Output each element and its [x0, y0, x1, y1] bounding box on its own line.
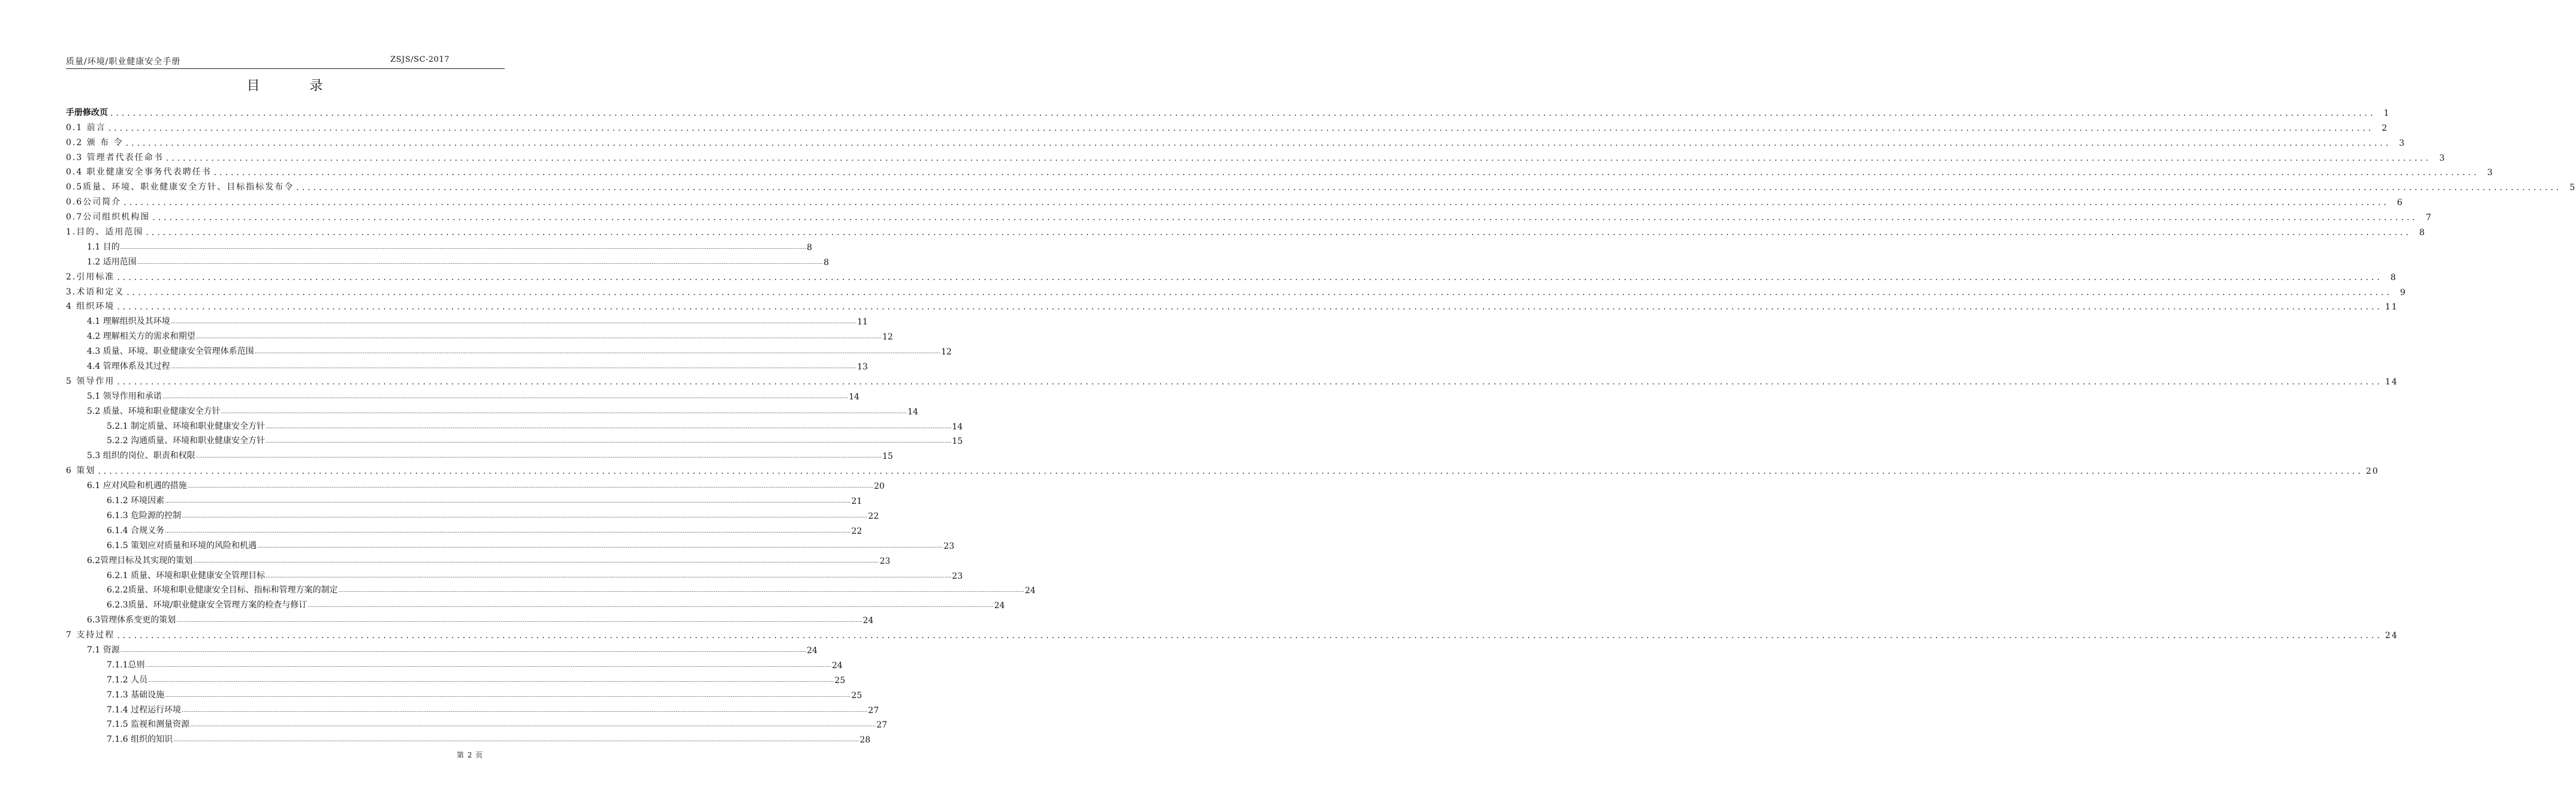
toc-leader-dots: ................................................................................................................................................................................................................................................................................................................................................................................................................	[152, 213, 2418, 223]
toc-entry[interactable]	[66, 476, 885, 492]
toc-entry-label: 7.1.4 过程运行环境	[107, 705, 182, 715]
toc-entry[interactable]	[66, 327, 893, 342]
toc-entry-label: 5.2.1 制定质量、环境和职业健康安全方针	[107, 421, 266, 431]
toc-entry-page: 20	[874, 482, 885, 492]
toc-entry[interactable]	[66, 730, 871, 745]
toc-leader-dots: ................................................................................................................................................................................................................................................................................................................................................................................................................	[125, 138, 2391, 148]
toc-entry-label: 手册修改页	[66, 107, 108, 118]
toc-entry-label: 6.2.1 质量、环境和职业健康安全管理目标	[107, 570, 266, 581]
toc-entry[interactable]	[66, 342, 952, 357]
toc-leader-dots: ................................................................................................................................................................................................................................................................................................................................................................................................................	[165, 498, 851, 505]
toc-leader-dots: ................................................................................................................................................................................................................................................................................................................................................................................................................	[266, 438, 952, 445]
toc-entry[interactable]	[66, 387, 859, 402]
toc-entry-page: 24	[994, 601, 1005, 611]
toc-entry-label: 0.2 颁 布 令	[66, 137, 123, 148]
toc-entry-page: 15	[882, 452, 893, 462]
toc-entry-page: 2	[2381, 123, 2388, 133]
toc-leader-dots: ................................................................................................................................................................................................................................................................................................................................................................................................................	[117, 272, 2383, 282]
toc-entry-page: 23	[943, 541, 955, 551]
toc-leader-dots: ................................................................................................................................................................................................................................................................................................................................................................................................................	[254, 349, 941, 356]
toc-entry-label: 4.2 理解相关方的需求和期望	[87, 332, 195, 342]
toc-leader-dots: ................................................................................................................................................................................................................................................................................................................................................................................................................	[187, 483, 874, 490]
toc-entry[interactable]	[66, 252, 829, 267]
toc-entry-label: 6.1 应对风险和机遇的措施	[87, 481, 187, 491]
toc-entry-label: 7.1 资源	[87, 645, 120, 655]
toc-entry[interactable]	[66, 536, 955, 551]
toc-entry-page: 8	[824, 257, 829, 267]
toc-entry-page: 12	[882, 332, 893, 342]
toc-leader-dots: ................................................................................................................................................................................................................................................................................................................................................................................................................	[126, 287, 2393, 297]
toc-entry-label: 0.6公司简介	[66, 197, 122, 207]
toc-entry[interactable]	[66, 207, 2433, 223]
toc-entry[interactable]	[66, 715, 888, 730]
toc-entry-page: 25	[834, 675, 846, 685]
toc-entry[interactable]	[66, 461, 2379, 477]
toc-entry-page: 27	[868, 705, 879, 715]
toc-entry-label: 0.7公司组织机构图	[66, 212, 150, 222]
toc-entry-label: 6 策划	[66, 466, 96, 476]
table-of-contents	[66, 103, 2576, 745]
toc-entry-page: 3	[2399, 138, 2406, 148]
toc-entry[interactable]	[66, 193, 2404, 208]
toc-leader-dots: ................................................................................................................................................................................................................................................................................................................................................................................................................	[123, 198, 2390, 208]
toc-entry[interactable]	[66, 133, 2406, 148]
toc-entry-page: 23	[879, 556, 891, 566]
toc-entry-label: 4.1 理解组织及其环境	[87, 317, 170, 327]
toc-entry[interactable]	[66, 655, 843, 670]
toc-leader-dots: ................................................................................................................................................................................................................................................................................................................................................................................................................	[176, 618, 862, 624]
toc-entry-page: 7	[2426, 213, 2433, 223]
toc-entry-page: 11	[2385, 302, 2399, 312]
toc-entry-page: 5	[2569, 183, 2576, 193]
toc-leader-dots: ................................................................................................................................................................................................................................................................................................................................................................................................................	[148, 677, 834, 684]
toc-leader-dots: ................................................................................................................................................................................................................................................................................................................................................................................................................	[182, 513, 868, 519]
toc-entry[interactable]	[66, 222, 2426, 238]
toc-entry-page: 14	[849, 392, 859, 402]
toc-entry[interactable]	[66, 372, 2399, 387]
toc-entry-page: 27	[876, 720, 888, 730]
toc-leader-dots: ................................................................................................................................................................................................................................................................................................................................................................................................................	[145, 662, 831, 669]
toc-entry[interactable]	[66, 118, 2388, 133]
toc-entry[interactable]	[66, 670, 846, 685]
toc-entry-page: 3	[2439, 153, 2446, 163]
toc-entry-page: 24	[807, 645, 818, 655]
toc-entry-page: 22	[851, 526, 862, 536]
toc-entry[interactable]	[66, 640, 818, 655]
toc-entry[interactable]	[66, 163, 2494, 178]
toc-entry-label: 7.1.6 组织的知识	[107, 735, 173, 745]
toc-entry-page: 8	[2390, 272, 2397, 282]
manual-title: 质量/环境/职业健康安全手册	[66, 57, 181, 67]
toc-entry-label: 0.5质量、环境、职业健康安全方针、目标指标发布令	[66, 182, 294, 193]
toc-entry-page: 20	[2366, 467, 2379, 477]
toc-leader-dots: ................................................................................................................................................................................................................................................................................................................................................................................................................	[162, 393, 849, 400]
toc-entry[interactable]	[66, 103, 2391, 118]
toc-entry[interactable]	[66, 596, 1005, 611]
toc-entry-page: 14	[952, 422, 963, 432]
toc-leader-dots: ................................................................................................................................................................................................................................................................................................................................................................................................................	[296, 183, 2562, 193]
toc-entry[interactable]	[66, 625, 2399, 641]
toc-leader-dots: ................................................................................................................................................................................................................................................................................................................................................................................................................	[190, 722, 876, 729]
toc-entry-label: 5.2.2 沟通质量、环境和职业健康安全方针	[107, 436, 266, 446]
toc-entry-page: 22	[868, 511, 879, 521]
toc-entry-page: 8	[807, 242, 812, 252]
toc-entry[interactable]	[66, 446, 893, 462]
toc-entry-page: 3	[2487, 168, 2494, 178]
toc-entry-page: 14	[2385, 377, 2399, 387]
toc-entry[interactable]	[66, 417, 963, 432]
toc-entry-label: 7.1.5 监视和测量资源	[107, 720, 190, 730]
toc-leader-dots: ................................................................................................................................................................................................................................................................................................................................................................................................................	[195, 334, 882, 341]
toc-leader-dots: ................................................................................................................................................................................................................................................................................................................................................................................................................	[257, 543, 943, 549]
toc-entry-label: 1.1 目的	[87, 242, 120, 252]
toc-leader-dots: ................................................................................................................................................................................................................................................................................................................................................................................................................	[221, 408, 907, 415]
toc-entry-page: 28	[859, 735, 871, 745]
toc-entry-label: 4 组织环境	[66, 302, 115, 312]
toc-leader-dots: ................................................................................................................................................................................................................................................................................................................................................................................................................	[120, 244, 807, 251]
toc-entry-page: 15	[952, 437, 963, 447]
toc-leader-dots: ................................................................................................................................................................................................................................................................................................................................................................................................................	[170, 364, 857, 371]
toc-entry-label: 6.2.3质量、环境/职业健康安全管理方案的检查与修订	[107, 600, 307, 610]
toc-leader-dots: ................................................................................................................................................................................................................................................................................................................................................................................................................	[266, 573, 952, 579]
toc-entry-label: 1.2 适用范围	[87, 257, 137, 267]
document-code: ZSJS/SC-2017	[390, 55, 450, 64]
toc-entry[interactable]	[66, 178, 2576, 193]
toc-entry-label: 5 领导作用	[66, 376, 115, 386]
toc-entry-label: 4.4 管理体系及其过程	[87, 362, 170, 372]
toc-entry-label: 0.1 前言	[66, 122, 106, 133]
toc-entry-page: 14	[907, 407, 918, 417]
toc-entry-page: 24	[2385, 631, 2399, 641]
toc-leader-dots: ................................................................................................................................................................................................................................................................................................................................................................................................................	[110, 108, 2376, 118]
toc-leader-dots: ................................................................................................................................................................................................................................................................................................................................................................................................................	[98, 467, 2364, 477]
toc-entry[interactable]	[66, 700, 879, 715]
toc-entry[interactable]	[66, 521, 862, 536]
toc-entry-label: 6.3管理体系变更的策划	[87, 615, 176, 625]
toc-entry-label: 3.术语和定义	[66, 287, 125, 297]
toc-entry-label: 4.3 质量、环境、职业健康安全管理体系范围	[87, 347, 254, 357]
toc-entry-page: 23	[952, 571, 963, 581]
toc-entry-label: 2.引用标准	[66, 272, 115, 282]
toc-leader-dots: ................................................................................................................................................................................................................................................................................................................................................................................................................	[117, 302, 2383, 312]
toc-leader-dots: ................................................................................................................................................................................................................................................................................................................................................................................................................	[108, 123, 2374, 133]
toc-leader-dots: ................................................................................................................................................................................................................................................................................................................................................................................................................	[213, 168, 2480, 178]
toc-entry-label: 0.3 管理者代表任命书	[66, 152, 164, 163]
toc-entry[interactable]	[66, 581, 1036, 596]
toc-entry[interactable]	[66, 506, 879, 521]
toc-leader-dots: ................................................................................................................................................................................................................................................................................................................................................................................................................	[266, 423, 952, 430]
toc-entry-page: 24	[862, 616, 874, 626]
toc-entry[interactable]	[66, 148, 2446, 163]
page-header	[66, 55, 505, 69]
page-number: 第 2 页	[457, 751, 484, 759]
toc-leader-dots: ................................................................................................................................................................................................................................................................................................................................................................................................................	[146, 228, 2412, 238]
toc-entry-label: 6.1.4 合规义务	[107, 525, 165, 536]
toc-entry-label: 5.3 组织的岗位、职责和权限	[87, 451, 195, 461]
toc-entry-page: 25	[851, 690, 862, 700]
toc-entry-label: 0.4 职业健康安全事务代表聘任书	[66, 167, 212, 178]
toc-entry[interactable]	[66, 237, 812, 252]
toc-leader-dots: ................................................................................................................................................................................................................................................................................................................................................................................................................	[137, 259, 824, 266]
toc-leader-dots: ................................................................................................................................................................................................................................................................................................................................................................................................................	[173, 737, 859, 744]
toc-entry-page: 13	[857, 362, 868, 372]
toc-leader-dots: ................................................................................................................................................................................................................................................................................................................................................................................................................	[165, 153, 2432, 163]
toc-entry-label: 6.2.2质量、环境和职业健康安全目标、指标和管理方案的制定	[107, 585, 338, 596]
toc-entry-label: 7.1.3 基础设施	[107, 690, 165, 700]
toc-entry-label: 6.1.3 危险源的控制	[107, 510, 182, 521]
toc-entry-label: 5.2 质量、环境和职业健康安全方针	[87, 406, 221, 416]
toc-leader-dots: ................................................................................................................................................................................................................................................................................................................................................................................................................	[165, 692, 851, 699]
toc-entry-page: 21	[851, 497, 862, 507]
toc-leader-dots: ................................................................................................................................................................................................................................................................................................................................................................................................................	[120, 647, 807, 654]
toc-leader-dots: ................................................................................................................................................................................................................................................................................................................................................................................................................	[195, 453, 882, 460]
toc-leader-dots: ................................................................................................................................................................................................................................................................................................................................................................................................................	[165, 528, 851, 534]
toc-entry-label: 7.1.2 人员	[107, 675, 148, 685]
toc-entry-page: 8	[2419, 228, 2426, 238]
toc-entry-label: 1.目的、适用范围	[66, 227, 144, 237]
toc-entry-label: 6.1.2 环境因素	[107, 496, 165, 506]
toc-entry[interactable]	[66, 357, 868, 372]
toc-entry-page: 12	[941, 347, 952, 357]
toc-entry[interactable]	[66, 551, 891, 566]
toc-leader-dots: ................................................................................................................................................................................................................................................................................................................................................................................................................	[307, 603, 994, 609]
toc-entry-page: 24	[1024, 586, 1036, 596]
toc-entry[interactable]	[66, 491, 862, 507]
toc-leader-dots: ................................................................................................................................................................................................................................................................................................................................................................................................................	[182, 707, 868, 714]
toc-entry[interactable]	[66, 282, 2407, 297]
toc-entry-page: 24	[831, 660, 843, 670]
toc-entry-label: 7.1.1总则	[107, 660, 145, 670]
toc-leader-dots: ................................................................................................................................................................................................................................................................................................................................................................................................................	[338, 588, 1024, 594]
toc-entry-label: 5.1 领导作用和承诺	[87, 391, 162, 401]
toc-entry-page: 6	[2397, 198, 2404, 208]
toc-entry[interactable]	[66, 566, 963, 581]
toc-entry[interactable]	[66, 610, 874, 626]
toc-entry[interactable]	[66, 685, 862, 700]
toc-entry-label: 6.2管理目标及其实现的策划	[87, 555, 193, 566]
toc-entry-page: 1	[2384, 108, 2391, 118]
toc-entry[interactable]	[66, 312, 868, 327]
toc-leader-dots: ................................................................................................................................................................................................................................................................................................................................................................................................................	[193, 558, 879, 564]
toc-entry[interactable]	[66, 432, 963, 447]
toc-entry-label: 6.1.5 策划应对质量和环境的风险和机遇	[107, 540, 257, 551]
toc-leader-dots: ................................................................................................................................................................................................................................................................................................................................................................................................................	[170, 319, 857, 326]
toc-entry-label: 7 支持过程	[66, 630, 115, 640]
toc-title: 目 录	[246, 79, 346, 94]
toc-leader-dots: ................................................................................................................................................................................................................................................................................................................................................................................................................	[117, 377, 2383, 387]
toc-entry[interactable]	[66, 402, 918, 417]
toc-leader-dots: ................................................................................................................................................................................................................................................................................................................................................................................................................	[117, 631, 2383, 641]
toc-entry[interactable]	[66, 297, 2399, 312]
toc-entry-page: 11	[857, 317, 868, 327]
toc-entry[interactable]	[66, 267, 2397, 282]
toc-entry-page: 9	[2400, 287, 2407, 297]
